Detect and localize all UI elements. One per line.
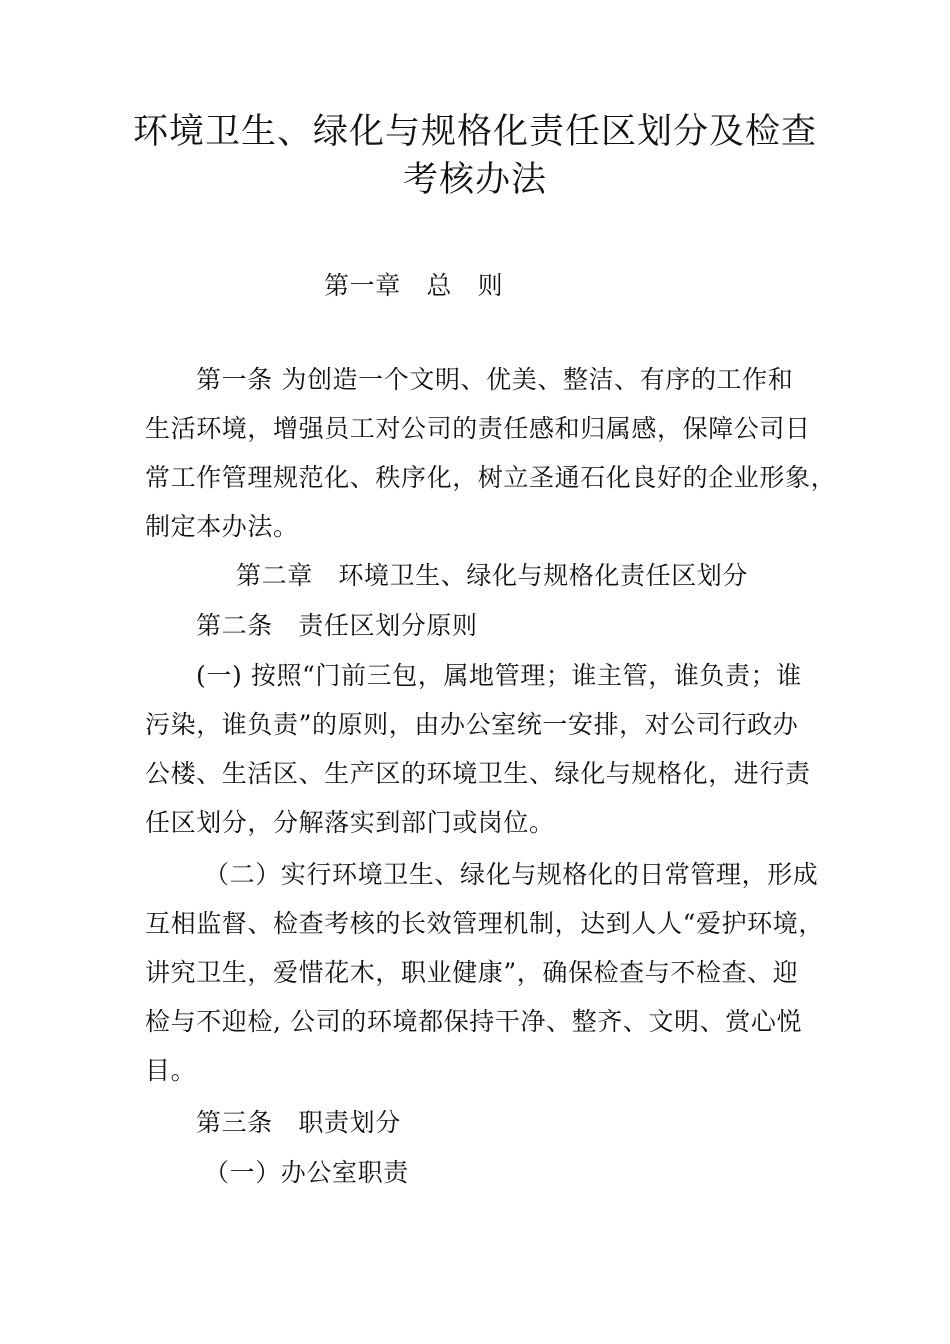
- article-2-item-1-line: 公楼、生活区、生产区的环境卫生、绿化与规格化，进行责: [145, 759, 811, 788]
- document-title-line-2: 考核办法: [402, 160, 547, 200]
- article-1-line: 常工作管理规范化、秩序化，树立圣通石化良好的企业形象，: [145, 463, 837, 492]
- article-2-item-2-line: 讲究卫生，爱惜花木，职业健康”，确保检查与不检查、迎: [145, 958, 799, 987]
- article-3-heading: 第三条 职责划分: [196, 1108, 401, 1137]
- article-1-line: 第一条 为创造一个文明、优美、整洁、有序的工作和: [196, 365, 794, 394]
- article-2-item-2-line: （二）实行环境卫生、绿化与规格化的日常管理，形成: [204, 860, 819, 889]
- article-2-item-1-line: 污染，谁负责”的原则，由办公室统一安排，对公司行政办: [145, 710, 799, 739]
- article-2-item-2-line: 互相监督、检查考核的长效管理机制，达到人人“爱护环境，: [145, 909, 824, 938]
- document-title-line-1: 环境卫生、绿化与规格化责任区划分及检查: [132, 112, 817, 152]
- chapter-1-heading: 第一章 总 则: [324, 271, 504, 300]
- article-2-item-1-line: (一) 按照“门前三包，属地管理；谁主管，谁负责；谁: [196, 661, 802, 690]
- article-1-line: 制定本办法。: [145, 512, 299, 541]
- article-2-item-1-line: 任区划分，分解落实到部门或岗位。: [145, 808, 555, 837]
- article-2-heading: 第二条 责任区划分原则: [196, 611, 478, 640]
- article-3-item-1: （一）办公室职责: [204, 1158, 409, 1187]
- article-1-line: 生活环境，增强员工对公司的责任感和归属感，保障公司日: [145, 414, 811, 443]
- chapter-2-heading: 第二章 环境卫生、绿化与规格化责任区划分: [236, 561, 749, 590]
- article-2-item-2-line: 检与不迎检, 公司的环境都保持干净、整齐、文明、赏心悦: [145, 1007, 803, 1036]
- article-2-item-2-line: 目。: [145, 1056, 197, 1085]
